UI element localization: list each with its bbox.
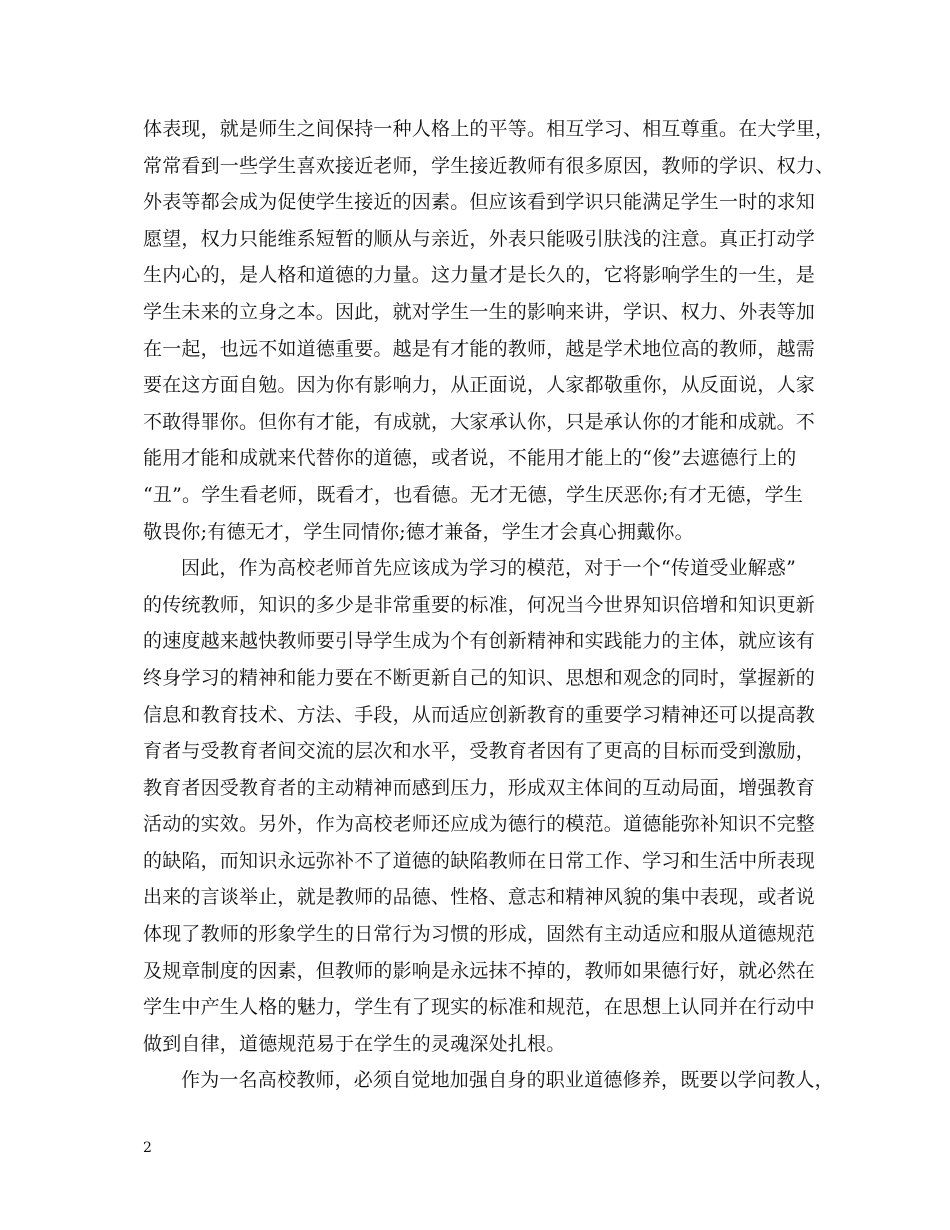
text-line: 不敢得罪你。但你有才能，有成就，大家承认你，只是承认你的才能和成就。不 [143, 410, 816, 433]
paragraph-start-line: 因此，作为高校老师首先应该成为学习的模范，对于一个“传道受业解惑” [181, 557, 797, 580]
text-line: 能用才能和成就来代替你的道德，或者说，不能用才能上的“俊”去遮德行上的 [143, 447, 797, 470]
text-line: 常常看到一些学生喜欢接近老师，学生接近教师有很多原因，教师的学识、权力、 [143, 154, 835, 177]
body-text [143, 111, 835, 1099]
text-line: 外表等都会成为促使学生接近的因素。但应该看到学识只能满足学生一时的求知 [143, 191, 816, 214]
text-line: 敬畏你;有德无才，学生同情你;德才兼备，学生才会真心拥戴你。 [143, 520, 694, 543]
text-line: 信息和教育技术、方法、手段，从而适应创新教育的重要学习精神还可以提高教 [143, 703, 816, 726]
text-line: 在一起，也远不如道德重要。越是有才能的教师，越是学术地位高的教师，越需 [143, 337, 816, 360]
text-line: 学生中产生人格的魅力，学生有了现实的标准和规范，在思想上认同并在行动中 [143, 996, 816, 1019]
text-line: 学生未来的立身之本。因此，就对学生一生的影响来讲，学识、权力、外表等加 [143, 300, 816, 323]
text-line: 的缺陷，而知识永远弥补不了道德的缺陷教师在日常工作、学习和生活中所表现 [143, 849, 816, 872]
text-line: 的传统教师，知识的多少是非常重要的标准，何况当今世界知识倍增和知识更新 [143, 593, 816, 616]
text-line: 生内心的，是人格和道德的力量。这力量才是长久的，它将影响学生的一生，是 [143, 264, 816, 287]
paragraph-start-line: 作为一名高校教师，必须自觉地加强自身的职业道德修养，既要以学问教人， [181, 1069, 834, 1092]
text-line: 出来的言谈举止，就是教师的品德、性格、意志和精神风貌的集中表现，或者说 [143, 886, 816, 909]
page-number: 2 [143, 1140, 152, 1156]
text-line: 体现了教师的形象学生的日常行为习惯的形成，固然有主动适应和服从道德规范 [143, 923, 816, 946]
text-line: 教育者因受教育者的主动精神而感到压力，形成双主体间的互动局面，增强教育 [143, 776, 816, 799]
text-line: 体表现，就是师生之间保持一种人格上的平等。相互学习、相互尊重。在大学里， [143, 118, 835, 140]
text-line: 终身学习的精神和能力要在不断更新自己的知识、思想和观念的同时，掌握新的 [143, 666, 816, 689]
text-line: 及规章制度的因素，但教师的影响是永远抹不掉的，教师如果德行好，就必然在 [143, 959, 816, 982]
text-line: 做到自律，道德规范易于在学生的灵魂深处扎根。 [143, 1032, 566, 1055]
text-line: 活动的实效。另外，作为高校老师还应成为德行的模范。道德能弥补知识不完整 [143, 813, 816, 836]
text-line: 要在这方面自勉。因为你有影响力，从正面说，人家都敬重你，从反面说，人家 [143, 374, 816, 397]
text-line: “丑”。学生看老师，既看才，也看德。无才无德，学生厌恶你;有才无德，学生 [143, 483, 804, 506]
text-line: 育者与受教育者间交流的层次和水平，受教育者因有了更高的目标而受到激励， [143, 740, 816, 763]
text-line: 愿望，权力只能维系短暂的顺从与亲近，外表只能吸引肤浅的注意。真正打动学 [143, 227, 816, 250]
text-line: 的速度越来越快教师要引导学生成为个有创新精神和实践能力的主体，就应该有 [143, 630, 816, 653]
